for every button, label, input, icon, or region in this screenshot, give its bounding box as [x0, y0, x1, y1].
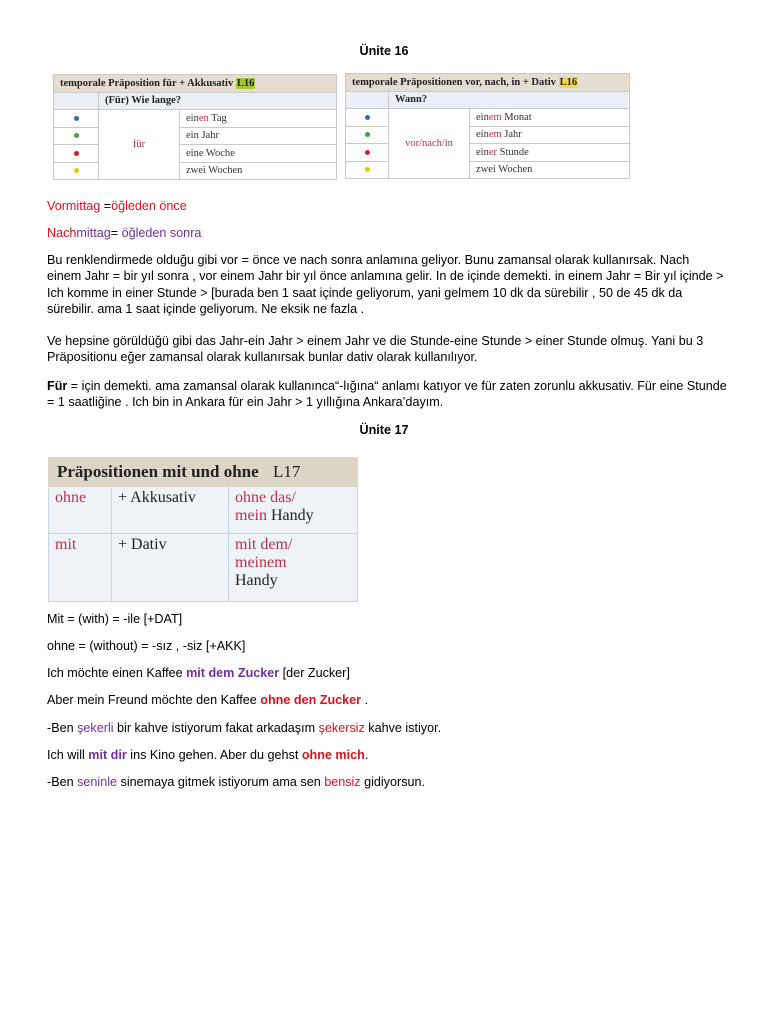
yellow-dot-icon	[365, 167, 370, 172]
red-dot-icon	[74, 151, 79, 156]
example-line-3: -Ben şekerli bir kahve istiyorum fakat arkadaşım şekersiz kahve istiyor.	[47, 721, 442, 735]
table1-row: einen Tag	[180, 110, 337, 128]
table1-question: (Für) Wie lange?	[99, 92, 337, 110]
table2-badge: L16	[559, 76, 578, 88]
green-dot-icon	[74, 133, 79, 138]
paragraph-3: Für = için demekti. ama zamansal olarak kullanınca“-lığına“ anlamı katıyor ve für zaten zorunlu akkusativ. Für eine Stunde = 1 saatliğine . Ich bin in Ankara für ein Jahr > 1 yıllığına Ankara’dayım.	[47, 379, 727, 410]
table3-ohne: ohne	[49, 487, 112, 534]
example-line-2: Aber mein Freund möchte den Kaffee ohne den Zucker .	[47, 693, 369, 707]
table3-title	[49, 458, 358, 487]
paragraph-1: Bu renklendirmede olduğu gibi vor = önce ve nach sonra anlamına geliyor. Bunu zamansal olarak kullanırsak. Nach einem Jahr = bir yıl sonra , vor einem Jahr bir yıl önce anlamına gelir. In de içinde demekti. in einem Jahr = Bir yıl içinde > Ich komme in einer Stunde > [burada ben 1 saat içinde geliyorum, yani gelmem 10 dk da sürebilir , 50 de 45 dk da sürebilir. ama 1 saat içinde geliyorum. Ne eksik ne fazla .	[47, 253, 724, 317]
table3-dativ: + Dativ	[112, 534, 229, 602]
green-dot-icon	[365, 132, 370, 137]
table2-title	[346, 74, 630, 92]
mit-definition: Mit = (with) = -ile [+DAT]	[47, 612, 183, 626]
table3-akkusativ: + Akkusativ	[112, 487, 229, 534]
table1-row: eine Woche	[180, 145, 337, 163]
table1-title-text: temporale Präposition für + Akkusativ	[60, 77, 234, 89]
unit16-heading: Ünite 16	[359, 44, 409, 58]
table2-preposition: vor/nach/in	[389, 109, 470, 179]
table1-badge: L16	[236, 77, 255, 89]
table3-badge: L17	[272, 462, 301, 481]
blue-dot-icon	[365, 115, 370, 120]
table2-row: einer Stunde	[470, 144, 630, 162]
nachmittag-line: Nachmittag= öğleden sonra	[47, 226, 202, 240]
table3-title-text: Präpositionen mit und ohne	[57, 462, 259, 481]
ohne-definition: ohne = (without) = -sız , -siz [+AKK]	[47, 639, 246, 653]
example-line-4: Ich will mit dir ins Kino gehen. Aber du gehst ohne mich.	[47, 748, 369, 762]
red-dot-icon	[365, 150, 370, 155]
table2-row: zwei Wochen	[470, 161, 630, 179]
vormittag-line: Vormittag =öğleden önce	[47, 199, 187, 213]
paragraph-2: Ve hepsine görüldüğü gibi das Jahr-ein Jahr > einem Jahr ve die Stunde-eine Stunde > einer Stunde olmuş. Yani bu 3 Präpositionu eğer zamansal olarak kullanırsak bunlar dativ olarak kullanılıyor.	[47, 334, 704, 365]
table2-question: Wann?	[389, 91, 630, 109]
table2-row: einem Jahr	[470, 126, 630, 144]
example-line-1: Ich möchte einen Kaffee mit dem Zucker [der Zucker]	[47, 666, 350, 680]
table2-title-text: temporale Präpositionen vor, nach, in + Dativ	[352, 76, 556, 88]
blue-dot-icon	[74, 116, 79, 121]
table1-preposition: für	[99, 110, 180, 180]
table2-row: einem Monat	[470, 109, 630, 127]
table-mit-ohne	[48, 457, 358, 602]
table1-row: ein Jahr	[180, 127, 337, 145]
table-vor-nach-in-dativ	[345, 73, 630, 179]
unit17-heading: Ünite 17	[359, 423, 409, 437]
yellow-dot-icon	[74, 168, 79, 173]
table1-row: zwei Wochen	[180, 162, 337, 180]
example-line-5: -Ben seninle sinemaya gitmek istiyorum ama sen bensiz gidiyorsun.	[47, 775, 426, 789]
table3-mit-example: mit dem/ meinem Handy	[229, 534, 358, 602]
table1-title	[54, 75, 337, 93]
table3-ohne-example: ohne das/ mein Handy	[229, 487, 358, 534]
table3-mit: mit	[49, 534, 112, 602]
table-fur-akkusativ	[53, 74, 337, 180]
